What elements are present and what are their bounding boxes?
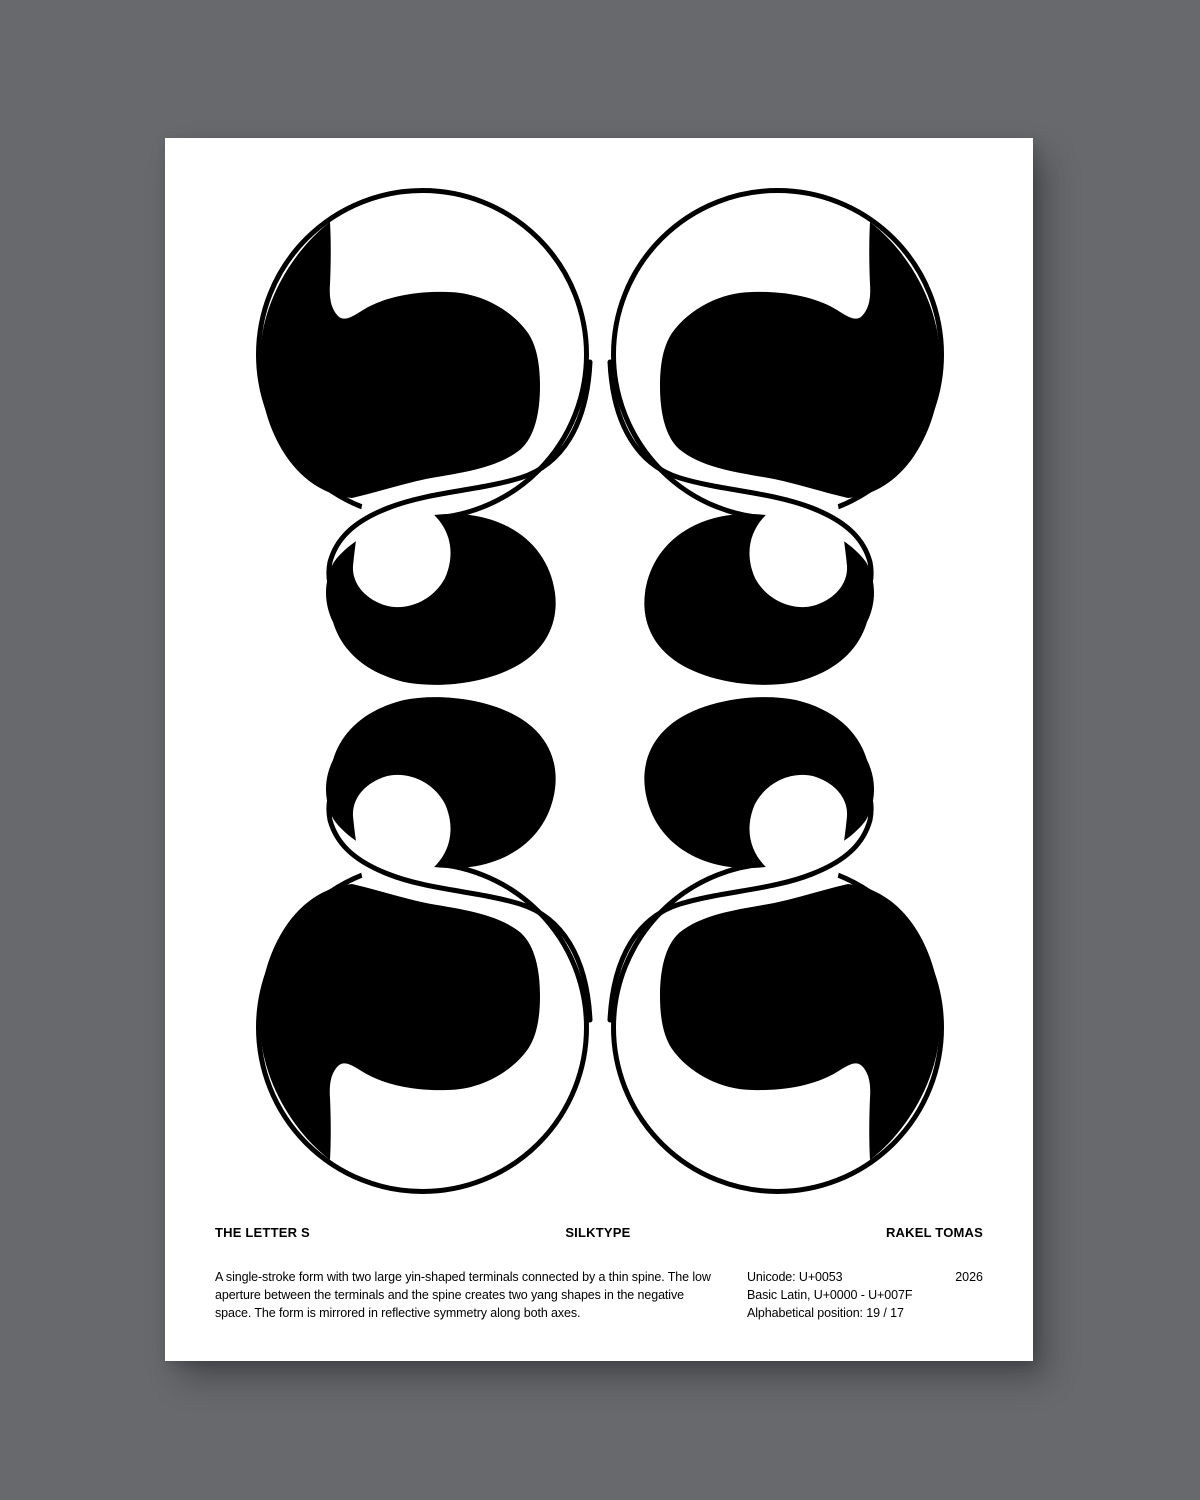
foundry-name: SILKTYPE (565, 1225, 631, 1240)
poster-title: THE LETTER S (215, 1225, 310, 1240)
spec-block-range: Basic Latin, U+0000 - U+007F (747, 1288, 913, 1302)
specs-block (747, 1268, 912, 1322)
spec-alphabetical-position: Alphabetical position: 19 / 17 (747, 1306, 904, 1320)
letter-s-artwork (165, 138, 1033, 1361)
designer-name: RAKEL TOMAS (885, 1225, 983, 1240)
description-text: A single-stroke form with two large yin-shaped terminals connected by a thin spine. The low aperture between the terminals and the spine creates two yang shapes in the negative space. The form is mirrored in reflective symmetry along both axes. (215, 1270, 711, 1320)
credits-row (215, 1226, 983, 1239)
poster (165, 138, 1033, 1361)
year-label: 2026 (955, 1270, 983, 1284)
spec-unicode: Unicode: U+0053 (747, 1270, 843, 1284)
